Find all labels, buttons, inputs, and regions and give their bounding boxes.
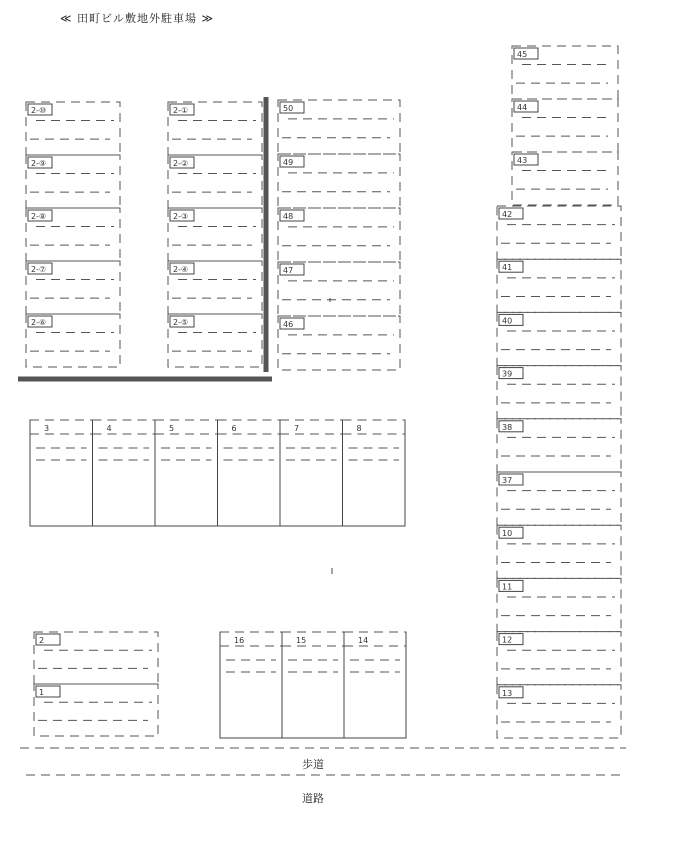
parking-space — [512, 99, 618, 152]
page-title: ≪ 田町ビル敷地外駐車場 ≫ — [60, 12, 215, 25]
space-number: 14 — [358, 636, 369, 645]
space-number: 44 — [517, 103, 528, 112]
parking-space — [497, 206, 621, 259]
space-number: 2-① — [173, 106, 189, 115]
road-label: 道路 — [302, 792, 324, 805]
parking-space — [497, 366, 621, 419]
parking-space — [343, 420, 406, 526]
space-number: 2 — [39, 636, 45, 645]
space-number: 13 — [502, 688, 513, 698]
space-number: 50 — [283, 104, 294, 113]
parking-space — [280, 420, 343, 526]
space-number: 2-⑩ — [31, 106, 47, 115]
space-number: 2-⑥ — [31, 318, 47, 327]
space-number: 2-⑦ — [31, 265, 47, 274]
space-number: 45 — [517, 50, 528, 59]
space-number: 48 — [283, 212, 294, 221]
parking-space — [155, 420, 218, 526]
space-number: 46 — [283, 320, 294, 329]
space-number: 42 — [502, 210, 513, 219]
parking-space — [512, 46, 618, 99]
parking-space — [278, 208, 400, 262]
parking-space — [34, 684, 158, 736]
space-number: 2-⑨ — [31, 159, 47, 168]
parking-space — [344, 632, 406, 738]
space-number: 2-④ — [173, 265, 189, 274]
parking-space — [278, 262, 400, 316]
parking-space — [497, 685, 621, 738]
space-number: 8 — [356, 424, 362, 433]
space-number: 5 — [169, 424, 175, 433]
space-number: 49 — [283, 158, 294, 167]
space-number: 12 — [502, 635, 513, 645]
parking-space — [34, 632, 158, 684]
parking-space — [93, 420, 156, 526]
parking-space — [30, 420, 93, 526]
space-number: 2-⑤ — [173, 318, 189, 327]
space-number: 47 — [283, 266, 294, 275]
parking-space — [278, 100, 400, 154]
space-number: 40 — [502, 316, 513, 326]
space-number: 4 — [106, 424, 112, 433]
space-number: 7 — [294, 424, 300, 433]
space-number: 11 — [502, 582, 513, 592]
parking-space — [497, 312, 621, 365]
space-number: 41 — [502, 263, 513, 273]
parking-space — [278, 154, 400, 208]
parking-space — [497, 525, 621, 578]
space-number: 15 — [296, 636, 307, 645]
parking-space — [497, 259, 621, 312]
space-number: 10 — [502, 529, 513, 539]
space-number: 1 — [39, 688, 45, 697]
space-number: 2-③ — [173, 212, 189, 221]
parking-space — [278, 316, 400, 370]
parking-space — [497, 472, 621, 525]
parking-space — [220, 632, 282, 738]
space-number: 2-② — [173, 159, 189, 168]
space-number: 38 — [502, 422, 513, 432]
space-number: 3 — [44, 424, 50, 433]
space-number: 2-⑧ — [31, 212, 47, 221]
parking-space — [497, 632, 621, 685]
parking-space — [497, 419, 621, 472]
space-number: 39 — [502, 369, 513, 379]
sidewalk-label: 歩道 — [302, 758, 324, 771]
parking-space — [497, 578, 621, 631]
parking-space — [218, 420, 281, 526]
space-number: 43 — [517, 156, 528, 165]
parking-space — [512, 152, 618, 205]
parking-space — [282, 632, 344, 738]
space-number: 6 — [231, 424, 237, 433]
space-number: 37 — [502, 476, 513, 485]
space-number: 16 — [234, 636, 245, 645]
